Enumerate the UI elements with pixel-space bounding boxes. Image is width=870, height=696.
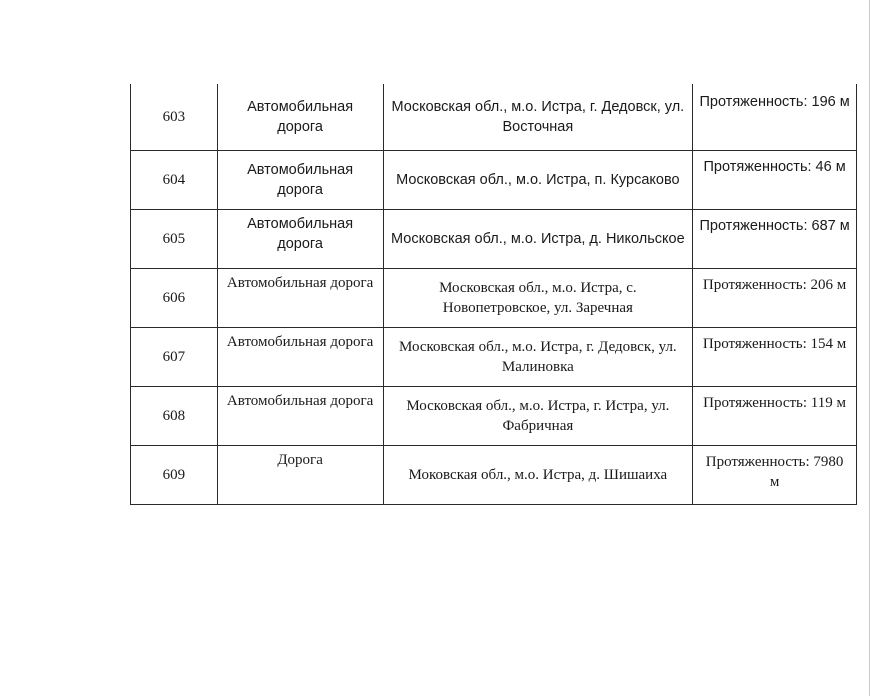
object-length: Протяженность: 206 м [693, 269, 857, 328]
row-number: 609 [131, 446, 218, 505]
table-row [131, 84, 857, 151]
object-type: Автомобильная дорога [217, 269, 383, 328]
object-address: Московская обл., м.о. Истра, с. Новопетровское, ул. Заречная [383, 269, 693, 328]
object-type: Автомобильная дорога [217, 84, 383, 151]
object-length: Протяженность: 119 м [693, 387, 857, 446]
object-length: Протяженность: 196 м [693, 84, 857, 151]
table-row [131, 269, 857, 328]
object-length: Протяженность: 7980 м [693, 446, 857, 505]
row-number: 604 [131, 151, 218, 210]
row-number: 606 [131, 269, 218, 328]
object-type: Автомобильная дорога [217, 328, 383, 387]
table-row [131, 328, 857, 387]
object-type: Дорога [217, 446, 383, 505]
object-address: Моковская обл., м.о. Истра, д. Шишаиха [383, 446, 693, 505]
object-length: Протяженность: 687 м [693, 210, 857, 269]
object-address: Московская обл., м.о. Истра, г. Дедовск, ул. Малиновка [383, 328, 693, 387]
object-type: Автомобильная дорога [217, 387, 383, 446]
object-address: Московская обл., м.о. Истра, г. Дедовск, ул. Восточная [383, 84, 693, 151]
table-row [131, 446, 857, 505]
row-number: 607 [131, 328, 218, 387]
object-length: Протяженность: 154 м [693, 328, 857, 387]
object-address: Московская обл., м.о. Истра, д. Никольское [383, 210, 693, 269]
table-row [131, 210, 857, 269]
object-address: Московская обл., м.о. Истра, г. Истра, ул. Фабричная [383, 387, 693, 446]
object-address: Московская обл., м.о. Истра, п. Курсаково [383, 151, 693, 210]
object-length: Протяженность: 46 м [693, 151, 857, 210]
road-registry-table [130, 84, 857, 505]
table-row [131, 151, 857, 210]
row-number: 608 [131, 387, 218, 446]
object-type: Автомобильная дорога [217, 151, 383, 210]
object-type: Автомобильная дорога [217, 210, 383, 269]
row-number: 603 [131, 84, 218, 151]
table-row [131, 387, 857, 446]
row-number: 605 [131, 210, 218, 269]
